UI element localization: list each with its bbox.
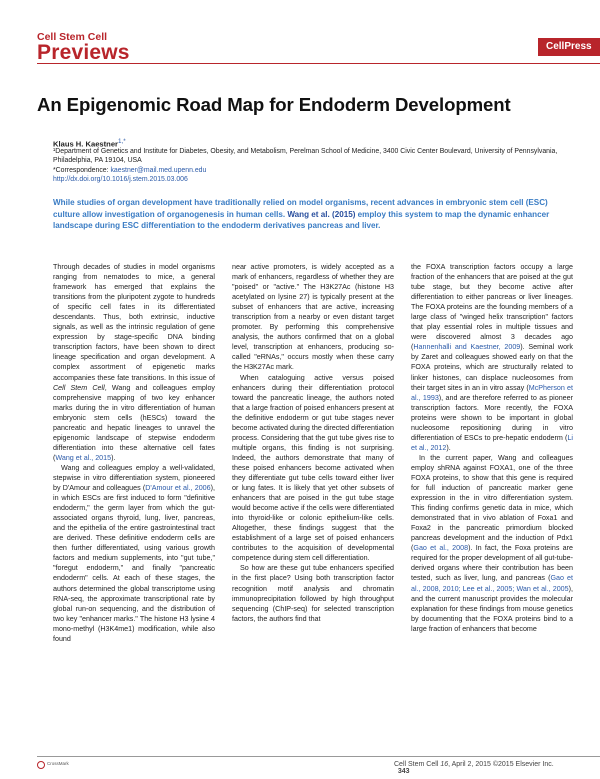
correspondence-label: *Correspondence: [53, 166, 109, 174]
reference-link[interactable]: D'Amour et al., 2006 [145, 484, 211, 493]
section-title: Previews [37, 41, 130, 64]
footer-journal: Cell Stem Cell [394, 761, 439, 768]
body-text: the FOXA transcription factors occupy a large fraction of the enhancers that are poised at the gut tube stage, but they become active after differentiation to either pancreas or liver lineages. The FOXA proteins are the founding members of a large class of "winged helix transcription" factors that play essential roles in multiple tissues and were discovered almost 3 decades ago ( [411, 263, 573, 352]
crossmark-label: CrossMark [47, 761, 69, 766]
footer-rule [37, 756, 600, 757]
paragraph: near active promoters, is widely accepted as a mark of enhancers, regardless of whether they are "poised" or "active." The H3K27Ac (histone H3 acetylated on lysine 27) is typically present at the subset of enhancers that are active, increasing transcription from a nearby or even distant target promoter. By performing this comprehensive analysis, the authors confirmed that on a global level, transcription at enhancers, producing so-called "eRNAs," occurs mostly when these carry the H3K27Ac mark. [232, 263, 394, 372]
body-text: ), and the current manuscript provides the molecular explanation for these findings from mouse genetics by documenting that the FOXA proteins bind to a large fraction of enhancers that become [411, 584, 573, 633]
correspondence-email-link[interactable]: kaestner@mail.med.upenn.edu [110, 166, 207, 174]
body-text: Wang and colleagues employ a well-validated, stepwise in vitro differentiation system, pioneered by D'Amour and colleagues ( [53, 463, 215, 493]
crossmark-icon[interactable] [37, 761, 45, 769]
paragraph [411, 262, 573, 453]
correspondence [53, 166, 573, 175]
body-text: ). [111, 453, 116, 462]
journal-name: Cell Stem Cell [37, 31, 108, 43]
body-text: ). Seminal work by Zaret and colleagues showed early on that the FOXA proteins, which are structurally related to linker histones, can displace nucleosomes from their target sites in an in vitro assay ( [411, 343, 573, 392]
paragraph: When cataloguing active versus poised enhancers during their differentiation protocol toward the pancreatic lineage, the authors noted that a large fraction of poised enhancers present at the definitive endoderm or gut tube stages never become activated during the directed differentiation process. Considering that the gut tube gives rise to multiple organs, this finding is not surprising. Indeed, the authors demonstrate that many of these poised enhancers become activated when they differentiate gut tube cells toward either liver or lung fates. It is likely that yet other subsets of enhancers that are poised in the gut tube stage would become active if the cells were differentiated into thyroid-like or colonic epithelium-like cells. Altogether, these findings suggest that the establishment of a large set of poised enhancers contributes to the acquisition of developmental competence during stem cell differentiation. [232, 373, 394, 563]
abstract [53, 197, 571, 232]
publisher-logo: CellPress [538, 38, 600, 56]
body-column-1 [53, 262, 215, 644]
affiliation: ¹Department of Genetics and Institute for Diabetes, Obesity, and Metabolism, Perelman School of Medicine, 3400 Civic Center Boulevard, University of Pennsylvania, Philadelphia, PA 19104, USA [53, 148, 558, 165]
journal-mention: Cell Stem Cell [53, 383, 105, 392]
body-text: ). [446, 443, 451, 452]
reference-link[interactable]: Gao et al., 2008, 2010; Lee et al., 2005; Wan et al., 2005 [411, 574, 574, 593]
abstract-text-post: employ this system to map the dynamic enhancer landscape during ESC differentiation to the endoderm derivatives pancreas and liver. [53, 209, 550, 231]
affiliation-block [53, 147, 573, 185]
header-rule [37, 63, 600, 64]
reference-link[interactable]: Gao et al., 2008 [413, 544, 469, 553]
abstract-reference-link[interactable]: Wang et al. (2015) [287, 209, 356, 219]
author-marks[interactable]: 1,* [118, 138, 126, 145]
paragraph: So how are these gut tube enhancers specified in the first place? Using both transcription factor recognition motif analysis and chromatin immunoprecipitation followed by high throughput sequencing (ChIP-seq) for selected transcription factors, the authors find that [232, 564, 394, 623]
body-text: ), and are therefore referred to as pioneer transcription factors. More recently, the FOXA proteins were shown to be important in global nucleosome repositioning during in vitro differentiation of ESCs to pre-hepatic endoderm ( [411, 393, 573, 442]
body-text: ), in which ESCs are first induced to form "definitive endoderm," the germ layer from which the gut-associated organs thyroid, lung, liver, pancreas, and the epithelia of the entire gastrointestinal tract are derived. These definitive endoderm cells are then further differentiated, using various growth factors and medium supplements, into "gut tube," "foregut endoderm," and finally "pancreatic endoderm" cells. At each of these stages, the authors determined the global transcriptome using RNA-seq, the approximate transcriptional rate by global run-on sequencing, and the distribution of two key "enhancer marks." The histone H3 lysine 4 mono-methyl (H3K4me1) modification, while also found [53, 484, 215, 643]
doi-link[interactable]: http://dx.doi.org/10.1016/j.stem.2015.03.006 [53, 176, 188, 184]
body-column-3 [411, 262, 573, 634]
abstract-text-pre: While studies of organ development have traditionally relied on model organisms, recent advances in embryonic stem cell (ESC) culture allow investigation of organogenesis in human cells. [53, 198, 548, 219]
reference-link[interactable]: Wang et al., 2015 [55, 453, 112, 462]
paragraph [411, 453, 573, 634]
article-title: An Epigenomic Road Map for Endoderm Development [37, 94, 511, 115]
page-number: 343 [397, 768, 410, 775]
paragraph [53, 463, 215, 644]
footer-citation [394, 761, 569, 775]
body-text: ). In fact, the Foxa proteins are required for the proper development of all gut-tube-derived organs where their contribution has been tested, such as liver, lung, and pancreas ( [411, 544, 573, 583]
footer-volume: 16 [440, 761, 449, 768]
reference-link[interactable]: Li et al., 2012 [411, 433, 573, 452]
paragraph [53, 262, 215, 463]
body-text: Through decades of studies in model organisms ranging from nematodes to mice, a general framework has emerged that explains the transitions from the pluripotent zygote to hundreds of specific cell fates in its differentiated descendants. Thus, both extrinsic, inductive signals, as well as the intrinsic regulation of gene expression by stage-specific DNA binding transcription factors, have been shown to direct lineage specification and organ development. A complex assortment of epigenetic marks accompanies these fate transitions. In this issue of [53, 263, 215, 382]
reference-link[interactable]: McPherson et al., 1993 [411, 383, 573, 402]
reference-link[interactable]: Hannenhalli and Kaestner, 2009 [413, 343, 521, 352]
author-name: Klaus H. Kaestner [53, 139, 118, 149]
body-text: , Wang and colleagues employ comprehensive mapping of two key enhancer marks during the in vitro differentiation of human embryonic stem cells (hESCs) toward the pancreatic and hepatic lineages to unravel the epigenomic landscape of stepwise endoderm differentiation into these alternative cell fates ( [53, 383, 215, 462]
footer-date: , April 2, 2015 ©2015 Elsevier Inc. [448, 761, 554, 768]
body-text: In the current paper, Wang and colleagues employ shRNA against FOXA1, one of the three FOXA proteins, to show that this gene is required for full induction of pancreatic marker gene expression in the in vitro differentiation system. This finding confirms genetic data in mice, which demonstrated that in vivo ablation of Foxa1 and Foxa2 in the pancreatic primordium blocked pancreas development and the induction of Pdx1 ( [411, 453, 573, 553]
body-column-2 [232, 262, 394, 624]
